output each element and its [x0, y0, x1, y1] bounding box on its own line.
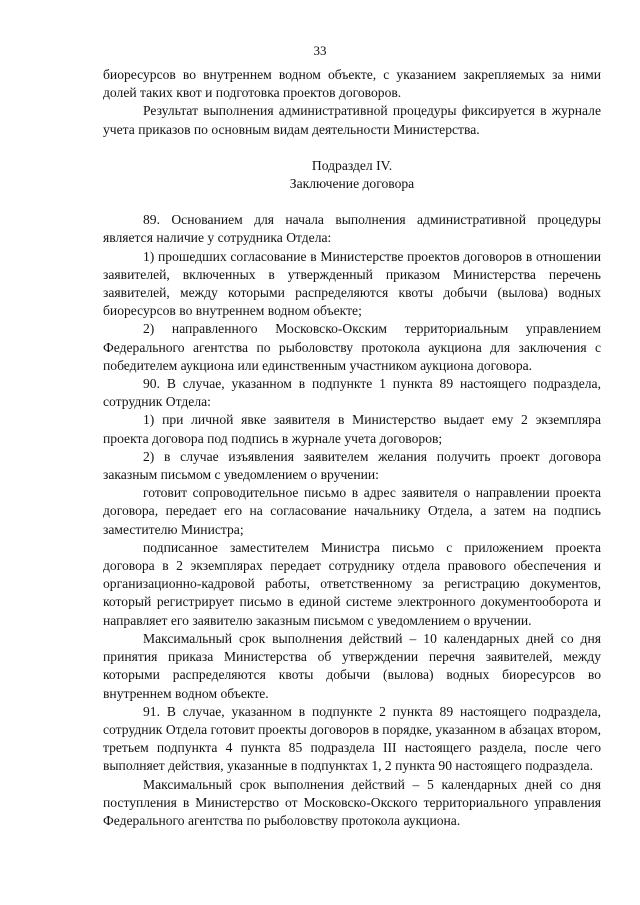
paragraph-89-item-2: 2) направленного Московско-Окским территориальным управлением Федерального агентства по рыболовству протокола аукциона для заключения с победителем аукциона или единственным участником аукциона договора.: [103, 321, 601, 373]
paragraph-91-deadline: Максимальный срок выполнения действий – 5 календарных дней со дня поступления в Министерство от Московско-Окского территориального управления Федерального агентства по рыболовству протокола аукциона.: [103, 776, 601, 828]
paragraph-89-item-1: 1) прошедших согласование в Министерстве проектов договоров в отношении заявителей, включенных в утвержденный приказом Министерства перечень заявителей, между которыми распределяются квоты добычи (вылова) водных биоресурсов во внутреннем водном объекте;: [103, 248, 601, 319]
document-body: [103, 66, 601, 830]
paragraph-90-item-1: 1) при личной явке заявителя в Министерство выдает ему 2 экземпляра проекта договора под подпись в журнале учета договоров;: [103, 412, 601, 446]
page-number: 33: [313, 43, 327, 58]
subsection-heading-number: Подраздел IV.: [311, 157, 393, 173]
paragraph-91: 91. В случае, указанном в подпункте 2 пункта 89 настоящего подраздела, сотрудник Отдела готовит проекты договоров в порядке, указанном в абзацах втором, третьем подпункта 4 пункта 85 подраздела III настоящего раздела, после чего выполняет действия, указанные в подпунктах 1, 2 пункта 90 настоящего подраздела.: [103, 703, 601, 774]
paragraph-90-item-2: 2) в случае изъявления заявителем желания получить проект договора заказным письмом с уведомлением о вручении:: [103, 448, 601, 483]
result-paragraph: Результат выполнения административной процедуры фиксируется в журнале учета приказов по основным видам деятельности Министерства.: [103, 103, 601, 137]
paragraph-90: 90. В случае, указанном в подпункте 1 пункта 89 настоящего подраздела, сотрудник Отдела:: [103, 376, 601, 410]
subsection-heading-title: Заключение договора: [289, 176, 415, 192]
continuation-paragraph: биоресурсов во внутреннем водном объекте, с указанием закрепляемых за ними долей таких квот и подготовка проектов договоров.: [103, 67, 601, 101]
paragraph-90-deadline: Максимальный срок выполнения действий – 10 календарных дней со дня принятия приказа Министерства об утверждении перечня заявителей, между которыми распределяются квоты добычи (вылова) водных биоресурсов во внутреннем водном объекте.: [103, 630, 601, 701]
paragraph-89: 89. Основанием для начала выполнения административной процедуры является наличие у сотрудника Отдела:: [103, 212, 601, 246]
paragraph-90-item-2-step-2: подписанное заместителем Министра письмо с приложением проекта договора в 2 экземплярах передает сотруднику отдела правового обеспечения и организационно-кадровой работы, ответственному за регистрацию документов, который регистрирует письмо в единой системе электронного документооборота и направляет его заявителю заказным письмом с уведомлением о вручении.: [103, 539, 601, 628]
paragraph-90-item-2-step-1: готовит сопроводительное письмо в адрес заявителя о направлении проекта договора, передает его на согласование начальнику Отдела, а затем на подпись заместителю Министра;: [103, 485, 601, 537]
